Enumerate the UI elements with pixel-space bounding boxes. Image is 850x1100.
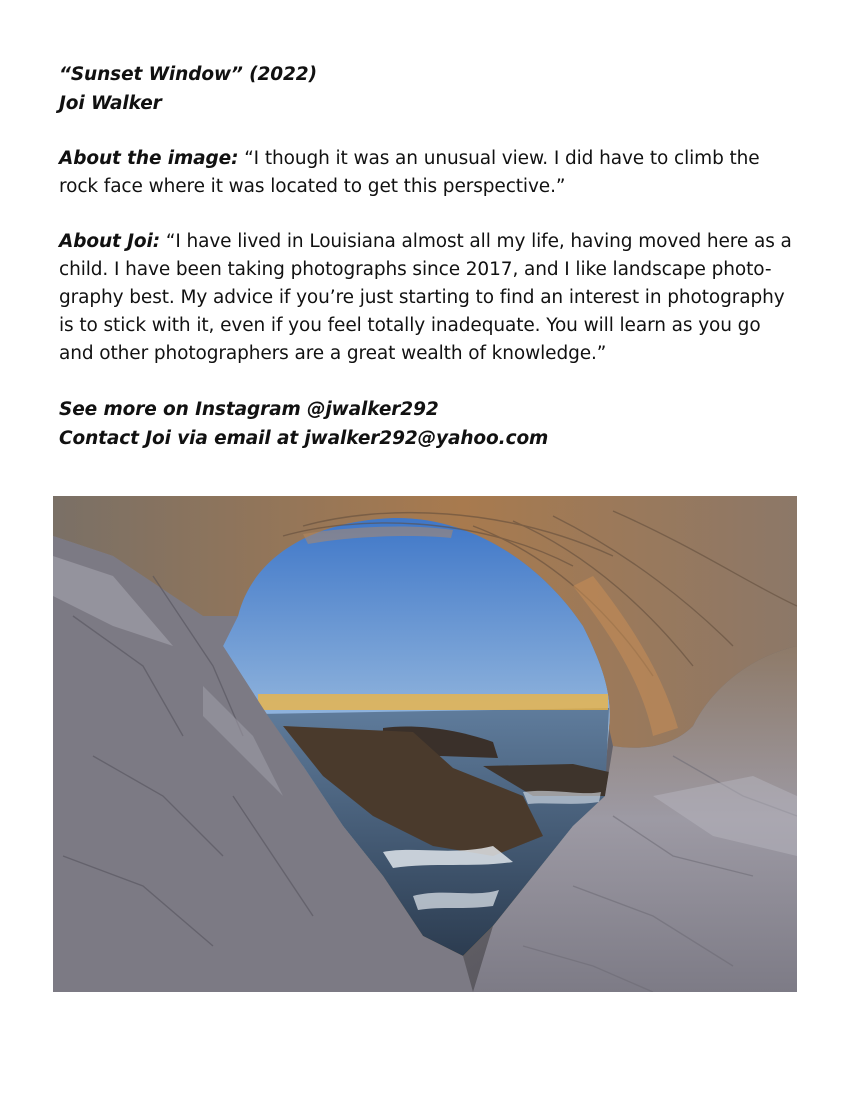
page-content [59,60,799,453]
photo-illustration [53,496,797,992]
spacer [59,201,799,228]
spacer [59,368,799,395]
about-image-text: “I though it was an unusual view. I did have to climb the rock face where it was located to get this perspective.” [59,148,760,197]
artwork-title: “Sunset Window” (2022) [59,64,317,85]
about-artist-paragraph [59,228,799,368]
about-artist-text: “I have lived in Louisiana almost all my life, having moved here as a child. I have been taking photographs since 2017, and I like landscape photo- graphy best. My advice if you’re just starting to find an interest in photography is to stick with it, even if you feel totally inadequate. You will learn as you go and other photographers are a great wealth of knowledge.” [59,231,792,364]
spacer [59,118,799,145]
about-image-label: About the image: [59,148,239,169]
about-image-paragraph [59,145,799,201]
sunset-window-photo [53,496,797,992]
about-artist-label: About Joi: [59,231,161,252]
email-line: Contact Joi via email at jwalker292@yahoo.com [59,428,549,449]
artist-name: Joi Walker [59,93,162,114]
instagram-line: See more on Instagram @jwalker292 [59,399,439,420]
